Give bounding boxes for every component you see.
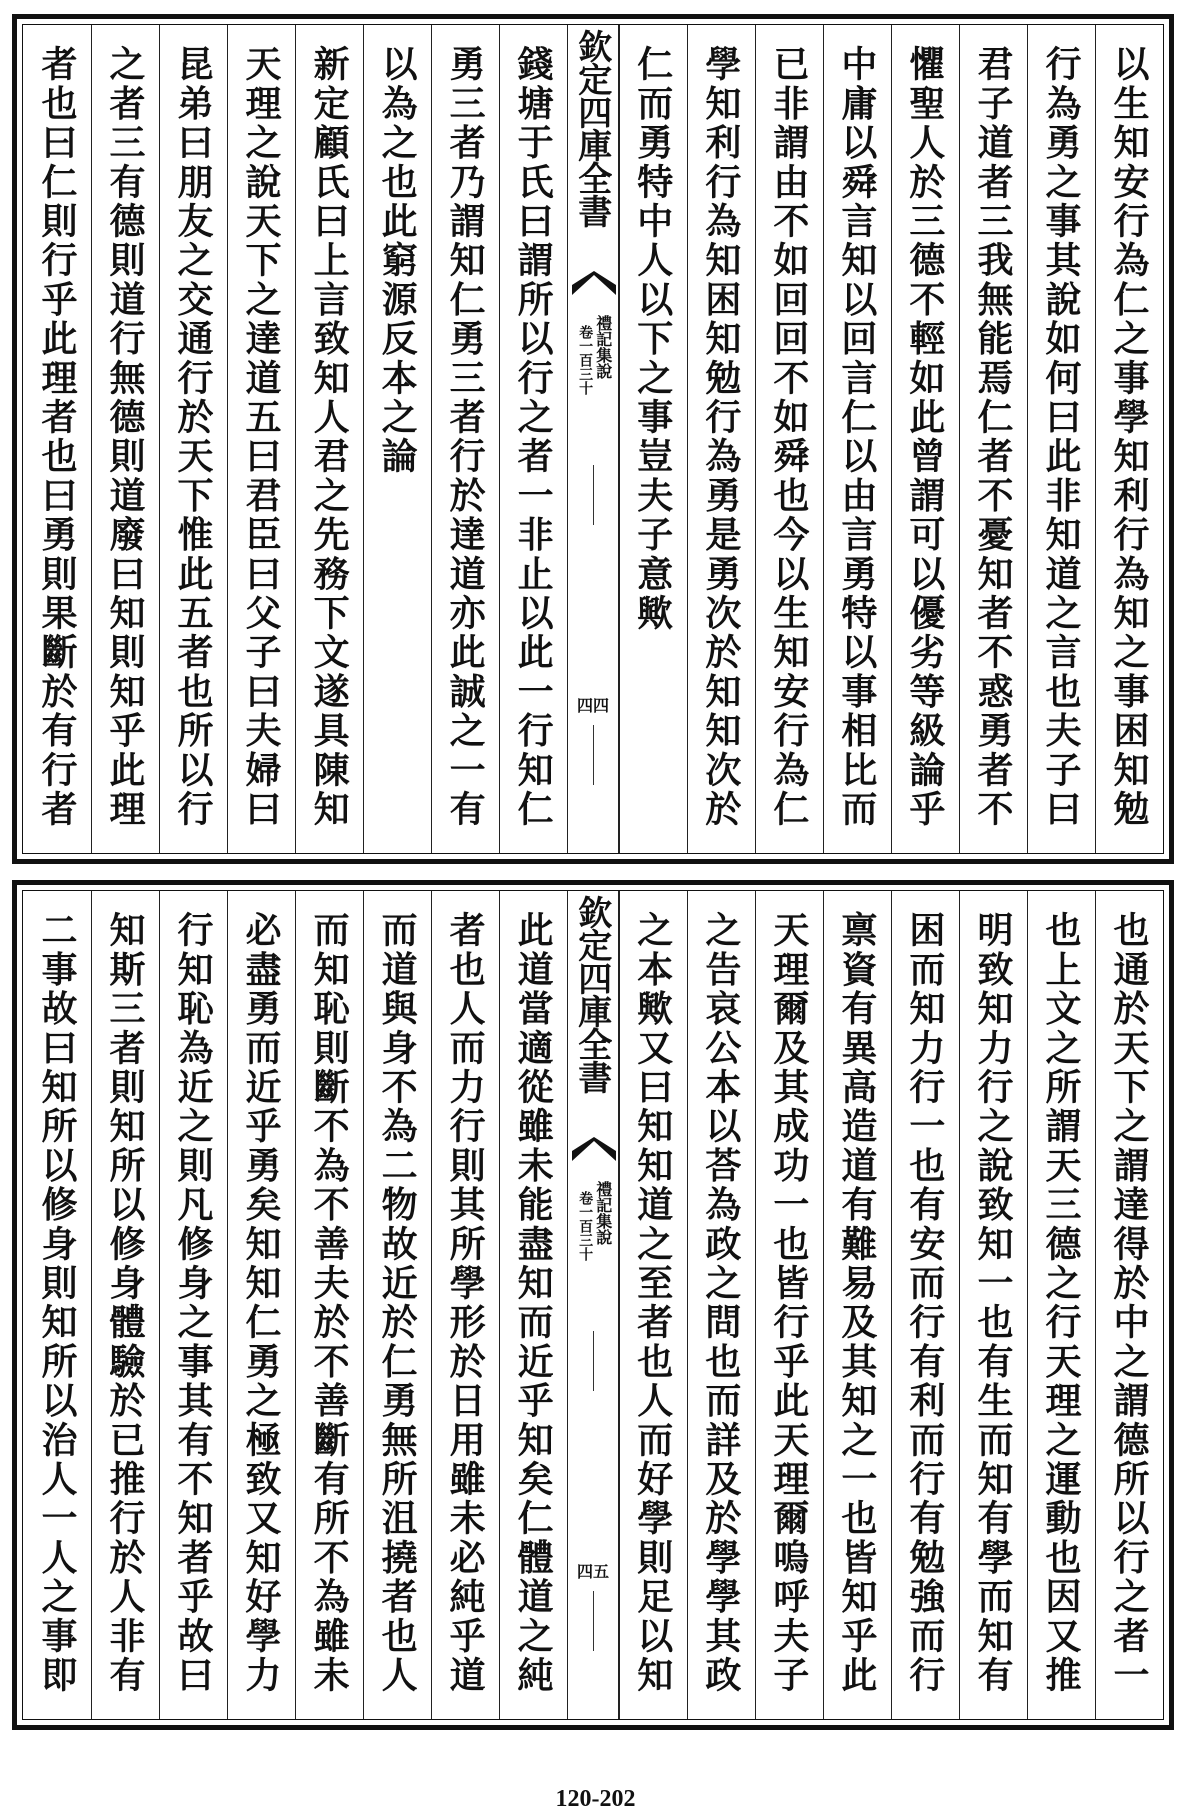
- text-column: 天理之說天下之達道五曰君臣曰父子曰夫婦曰: [227, 25, 295, 853]
- reprint-page-number: 120-202: [555, 1786, 636, 1812]
- book-title: 禮記集說: [593, 1181, 613, 1245]
- text-column: 之者三有德則道行無德則道廢曰知則知乎此理: [91, 25, 159, 853]
- text-column: 知斯三者則知所以修身體驗於已推行於人非有: [91, 891, 159, 1719]
- fold-line: [593, 1591, 594, 1651]
- fold-line: [593, 725, 594, 785]
- text-column: 必盡勇而近乎勇矣知知仁勇之極致又知好學力: [227, 891, 295, 1719]
- center-fold-header: [567, 25, 619, 853]
- text-column: 而知恥則斷不為不善夫於不善斷有所不為雖未: [295, 891, 363, 1719]
- volume-number: 卷一百三十: [577, 325, 594, 395]
- fishtail-ornament-icon: [572, 1137, 616, 1161]
- text-column: 以生知安行為仁之事學知利行為知之事困知勉: [1095, 25, 1163, 853]
- text-column: 者也人而力行則其所學形於日用雖未必純乎道: [431, 891, 499, 1719]
- text-column: 者也曰仁則行乎此理者也曰勇則果斷於有行者: [35, 45, 78, 829]
- text-column: 也上文之所謂天三德之行天理之運動也因又推: [1027, 891, 1095, 1719]
- text-column: 學知利行為知困知勉行為勇是勇次於知知次於: [687, 25, 755, 853]
- text-column: 天理爾及其成功一也皆行乎此天理爾嗚呼夫子: [755, 891, 823, 1719]
- text-column: 困而知力行一也有安而行有利而行有勉強而行: [891, 891, 959, 1719]
- text-column: 中庸以舜言知以回言仁以由言勇特以事相比而: [823, 25, 891, 853]
- text-column: 君子道者三我無能焉仁者不憂知者不惑勇者不: [959, 25, 1027, 853]
- text-column: 之本歟又曰知知道之至者也人而好學則足以知: [619, 891, 687, 1719]
- text-column: 錢塘于氏曰謂所以行之者一非止以此一行知仁: [499, 25, 567, 853]
- upper-columns: [23, 25, 1163, 853]
- upper-page: [12, 14, 1174, 864]
- text-column: 行為勇之事其說如何曰此非知道之言也夫子曰: [1027, 25, 1095, 853]
- leaf-number: 四五: [576, 1562, 609, 1581]
- text-column: 也通於天下之謂達得於中之謂德所以行之者一: [1095, 891, 1163, 1719]
- text-column: 昆弟曰朋友之交通行於天下惟此五者也所以行: [159, 25, 227, 853]
- lower-page-frame: [22, 890, 1164, 1720]
- text-column: 明致知力行之說致知一也有生而知有學而知有: [959, 891, 1027, 1719]
- fold-line: [593, 1331, 594, 1391]
- fold-line: [593, 465, 594, 525]
- upper-page-frame: [22, 24, 1164, 854]
- center-fold-header: [567, 891, 619, 1719]
- text-column: 懼聖人於三德不輕如此曾謂可以優劣等級論乎: [891, 25, 959, 853]
- lower-columns: [23, 891, 1163, 1719]
- lower-page: [12, 880, 1174, 1730]
- text-column: 二事故曰知所以修身則知所以治人一人之事即: [35, 911, 78, 1695]
- book-series-title: 欽定四庫全書: [571, 895, 612, 1093]
- volume-number: 卷一百三十: [577, 1191, 594, 1261]
- text-column: 禀資有異高造道有難易及其知之一也皆知乎此: [823, 891, 891, 1719]
- text-column: 之告哀公本以荅為政之問也而詳及於學學其政: [687, 891, 755, 1719]
- text-column: 行知恥為近之則凡修身之事其有不知者乎故曰: [159, 891, 227, 1719]
- fishtail-ornament-icon: [572, 271, 616, 295]
- book-title: 禮記集說: [593, 315, 613, 379]
- text-column: 而道與身不為二物故近於仁勇無所沮撓者也人: [363, 891, 431, 1719]
- text-column: 此道當適從雖未能盡知而近乎知矣仁體道之純: [499, 891, 567, 1719]
- text-column: 仁而勇特中人以下之事豈夫子意歟: [619, 25, 687, 853]
- text-column: 新定顧氏曰上言致知人君之先務下文遂具陳知: [295, 25, 363, 853]
- book-series-title: 欽定四庫全書: [571, 29, 612, 227]
- text-column: 已非謂由不如回回不如舜也今以生知安行為仁: [755, 25, 823, 853]
- leaf-number: 四四: [576, 696, 609, 715]
- text-column: 以為之也此窮源反本之論: [363, 25, 431, 853]
- text-column: 勇三者乃謂知仁勇三者行於達道亦此誠之一有: [431, 25, 499, 853]
